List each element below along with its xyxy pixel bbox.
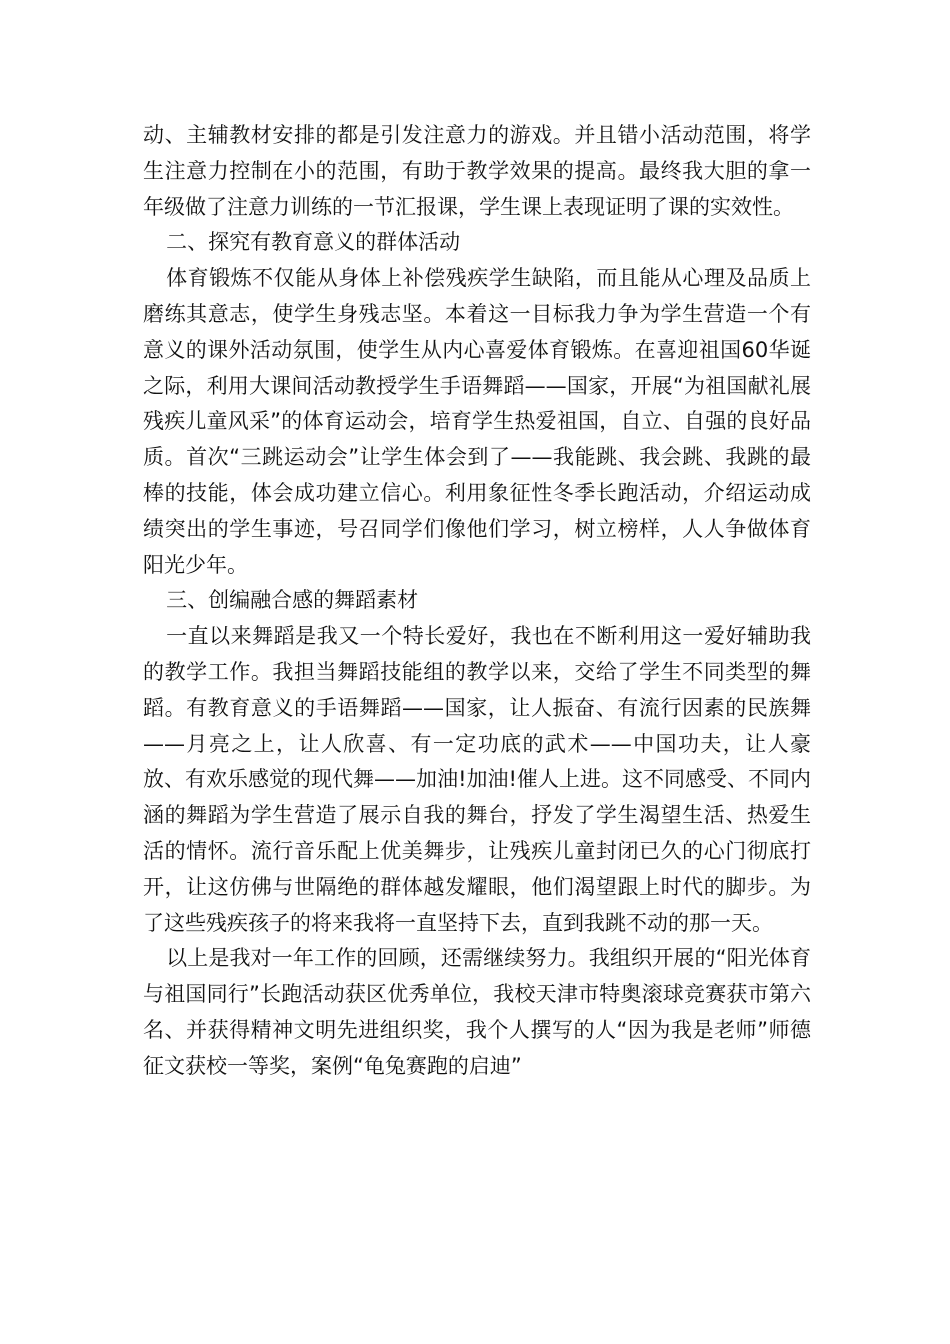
continuation-paragraph: 动、主辅教材安排的都是引发注意力的游戏。并且错小活动范围，将学生注意力控制在小的范围，有助于教学效果的提高。最终我大胆的拿一年级做了注意力训练的一节汇报课，学生课上表现证明了课的实效性。 xyxy=(143,123,811,219)
section-heading-group-activities: 二、探究有教育意义的群体活动 xyxy=(166,230,461,255)
paragraph-group-activities: 体育锻炼不仅能从身体上补偿残疾学生缺陷，而且能从心理及品质上磨练其意志，使学生身残志坚。本着这一目标我力争为学生营造一个有意义的课外活动氛围，使学生从内心喜爱体育锻炼。在喜迎祖国60华诞之际，利用大课间活动教授学生手语舞蹈——国家，开展“为祖国献礼展残疾儿童风采”的体育运动会，培育学生热爱祖国，自立、自强的良好品质。首次“三跳运动会”让学生体会到了——我能跳、我会跳、我跳的最棒的技能，体会成功建立信心。利用象征性冬季长跑活动，介绍运动成绩突出的学生事迹，号召同学们像他们学习，树立榜样，人人争做体育阳光少年。 xyxy=(143,266,811,577)
paragraph-year-review: 以上是我对一年工作的回顾，还需继续努力。我组织开展的“阳光体育与祖国同行”长跑活动获区优秀单位，我校天津市特奥滚球竞赛获市第六名、并获得精神文明先进组织奖，我个人撰写的人“因为我是老师”师德征文获校一等奖，案例“龟兔赛跑的启迪” xyxy=(143,946,811,1078)
section-heading-dance-material: 三、创编融合感的舞蹈素材 xyxy=(166,588,419,613)
paragraph-dance-material: 一直以来舞蹈是我又一个特长爱好，我也在不断利用这一爱好辅助我的教学工作。我担当舞蹈技能组的教学以来，交给了学生不同类型的舞蹈。有教育意义的手语舞蹈——国家，让人振奋、有流行因素的民族舞——月亮之上，让人欣喜、有一定功底的武术——中国功夫，让人豪放、有欢乐感觉的现代舞——加油!加油!催人上进。这不同感受、不同内涵的舞蹈为学生营造了展示自我的舞台，抒发了学生渴望生活、热爱生活的情怀。流行音乐配上优美舞步，让残疾儿童封闭已久的心门彻底打开，让这仿佛与世隔绝的群体越发耀眼，他们渴望跟上时代的脚步。为了这些残疾孩子的将来我将一直坚持下去，直到我跳不动的那一天。 xyxy=(143,624,811,935)
document-body xyxy=(143,118,811,1085)
